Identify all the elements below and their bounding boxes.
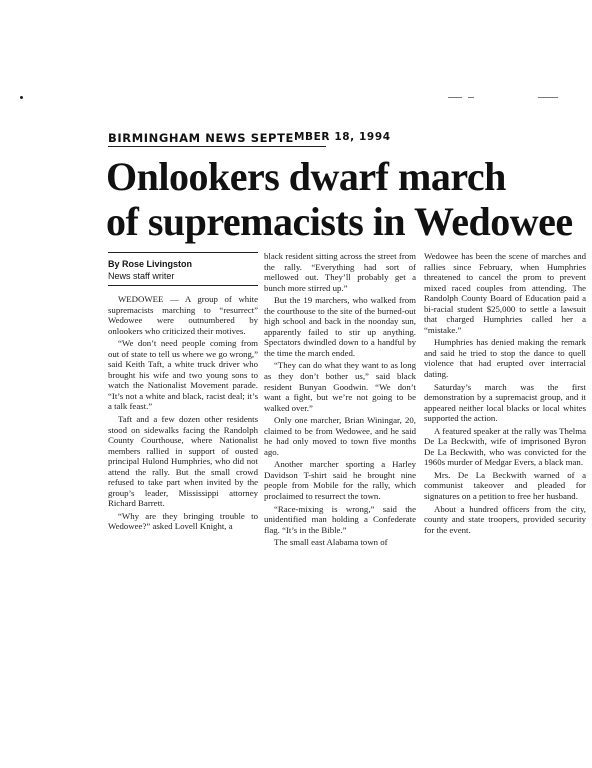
paragraph: Another marcher sporting a Harley Davidson T-shirt said he brought nine people from Mobile for the rally, which proclaimed to resurrect the town. (264, 459, 416, 502)
paragraph: Mrs. De La Beckwith warned of a communist takeover and pleaded for signatures on a petition to free her husband. (424, 469, 586, 502)
paragraph: WEDOWEE — A group of white supremacists marching to “resurrect” Wedowee were outnumbered by onlookers who criticized their motives. (108, 294, 258, 336)
paragraph: “Why are they bringing trouble to Wedowee?” asked Lovell Knight, a (108, 510, 258, 532)
paragraph: Only one marcher, Brian Winingar, 20, claimed to be from Wedowee, and he said he had only moved to town five months ago. (264, 415, 416, 457)
byline-top-rule (108, 252, 258, 253)
article-column-2 (264, 251, 416, 550)
paragraph: The small east Alabama town of (274, 537, 388, 548)
byline-bottom-rule (108, 285, 258, 286)
paragraph: Wedowee has been the scene of marches and rallies since February, when Humphries threatened to cancel the prom to prevent mixed raced couples from attending. The Randolph County Board of Education paid a bi-racial student $25,000 to settle a lawsuit that charged Humphries called her a “mistake.” (424, 251, 586, 335)
headline-line-1: Onlookers dwarf march (106, 154, 506, 199)
paragraph: A featured speaker at the rally was Thelma De La Beckwith, wife of imprisoned Byron De La Beckwith, who was convicted for the 1960s murder of Medgar Evers, a black man. (424, 425, 586, 468)
scan-speck (20, 96, 23, 99)
paragraph: But the 19 marchers, who walked from the courthouse to the site of the burned-out high school and back in the noonday sun, apparently failed to stir up anything. Spectators dwindled down to a handful by the time the march ended. (264, 295, 416, 358)
headline-line-2: of supremacists in Wedowee (106, 199, 573, 244)
paragraph: “We don’t need people coming from out of state to tell us where we go wrong,” said Keith Taft, a white truck driver who brought his wife and two young sons to watch the Nationalist Movement parade. “It’s not a white and black, racist deal; it’s a talk feast.” (108, 338, 258, 412)
byline (108, 258, 258, 282)
scan-dash (468, 97, 474, 98)
paragraph: Humphries has denied making the remark and said he tried to stop the dance to quell violence that had erupted over interracial dating. (424, 337, 586, 380)
paragraph: Saturday’s march was the first demonstration by a supremacist group, and it appeared neither local blacks or local whites supported the action. (424, 381, 586, 424)
byline-author: By Rose Livingston (108, 259, 193, 269)
paragraph: Taft and a few dozen other residents stood on sidewalks facing the Randolph County Courthouse, where Nationalist members rallied in support of ousted principal Hulond Humphries, who did not attend the rally. But the small crowd refused to take part when invited by the group’s leader, Mississippi attorney Richard Barrett. (108, 414, 258, 509)
paragraph: black resident sitting across the street from the rally. “Everything had sort of mellowed out. They’ll probably get a bunch more stirred up.” (264, 251, 416, 293)
dateline-underline (108, 146, 326, 147)
dateline-date: MBER 18, 1994 (294, 131, 391, 143)
scan-dash (538, 97, 558, 98)
dateline-paper: BIRMINGHAM NEWS (108, 131, 247, 145)
byline-role: News staff writer (108, 271, 175, 281)
dateline-month: SEPTE (250, 131, 294, 145)
article-column-3 (424, 251, 586, 537)
scan-dash (448, 97, 462, 98)
dateline (108, 131, 391, 145)
headline (106, 154, 576, 244)
paragraph: About a hundred officers from the city, county and state troopers, provided security for the event. (424, 503, 586, 535)
paragraph: “Race-mixing is wrong,” said the unidentified man holding a Confederate flag. “It’s in the Bible.” (264, 503, 416, 535)
paragraph: “They can do what they want to as long as they don’t bother us,” said black resident Bunyan Goodwin. “We don’t want a fight, but we’re not going to be walked over.” (264, 360, 416, 413)
article-column-1 (108, 294, 258, 534)
